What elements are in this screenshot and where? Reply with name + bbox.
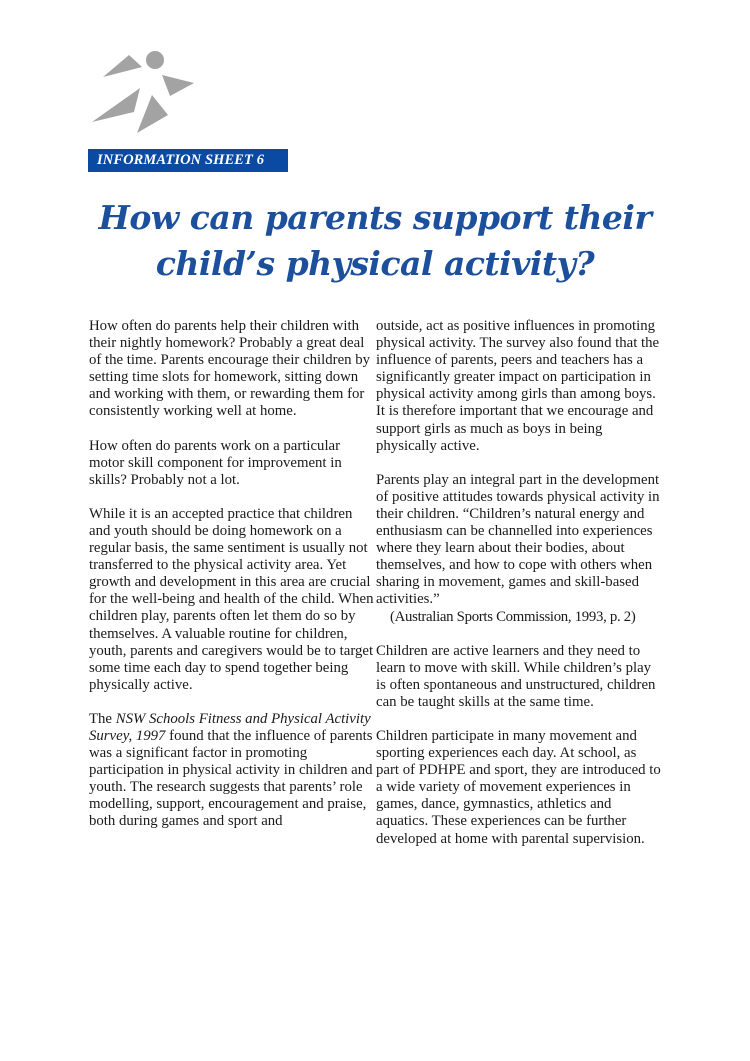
running-figure-icon: [0, 0, 250, 145]
title-line-2: child’s physical activity?: [155, 244, 595, 283]
quote-text: Parents play an integral part in the development of positive attitudes towards physical activity in their children. “Children’s natural energy and enthusiasm can be channelled into experiences where they learn about their bodies, about themselves, and how to cope with others when sharing in movement, games and skill-based activities.”: [376, 471, 660, 608]
page-title: [60, 195, 690, 287]
paragraph: How often do parents help their children with their nightly homework? Probably a great deal of the time. Parents encourage their children by setting time slots for homework, sitting down and working with them, or rewarding them for consistently working well at home.: [89, 318, 371, 420]
left-column: [89, 318, 374, 848]
citation: (Australian Sports Commission, 1993, p. 2): [390, 608, 636, 625]
paragraph: While it is an accepted practice that children and youth should be doing homework on a regular basis, the same sentiment is usually not transferred to the physical activity area. Yet growth and development in this area are crucial for the well-being and health of the child. When children play, parents often let them do so by themselves. A valuable routine for children, youth, parents and caregivers would be to target some time each day to spend together being physically active.: [89, 505, 374, 693]
paragraph: How often do parents work on a particular motor skill component for improvement in skills? Probably not a lot.: [89, 437, 342, 488]
paragraph: [89, 711, 374, 831]
information-sheet-banner: INFORMATION SHEET 6: [88, 149, 288, 172]
paragraph: [376, 472, 661, 626]
right-column: [376, 318, 661, 865]
paragraph: outside, act as positive influences in promoting physical activity. The survey also found that the influence of parents, peers and teachers has a significantly greater impact on participation in physical activity among girls than among boys. It is therefore important that we encourage and support girls as much as boys in being physically active.: [376, 318, 660, 454]
paragraph-text: found that the influence of parents was a significant factor in promoting participation in physical activity in children and youth. The research suggests that parents’ role modelling, support, encouragement and praise, both during games and sport and: [89, 727, 373, 830]
title-line-1: How can parents support their: [98, 198, 652, 237]
paragraph: Children participate in many movement and sporting experiences each day. At school, as part of PDHPE and sport, they are introduced to a wide variety of movement experiences in games, dance, gymnastics, athletics and aquatics. These experiences can be further developed at home with parental supervision.: [376, 727, 661, 847]
paragraph-text: The: [89, 710, 116, 727]
survey-title: NSW Schools Fitness and Physical Activity Survey, 1997: [89, 710, 371, 744]
paragraph: Children are active learners and they need to learn to move with skill. While children’s play is often spontaneous and unstructured, children can be taught skills at the same time.: [376, 642, 656, 710]
